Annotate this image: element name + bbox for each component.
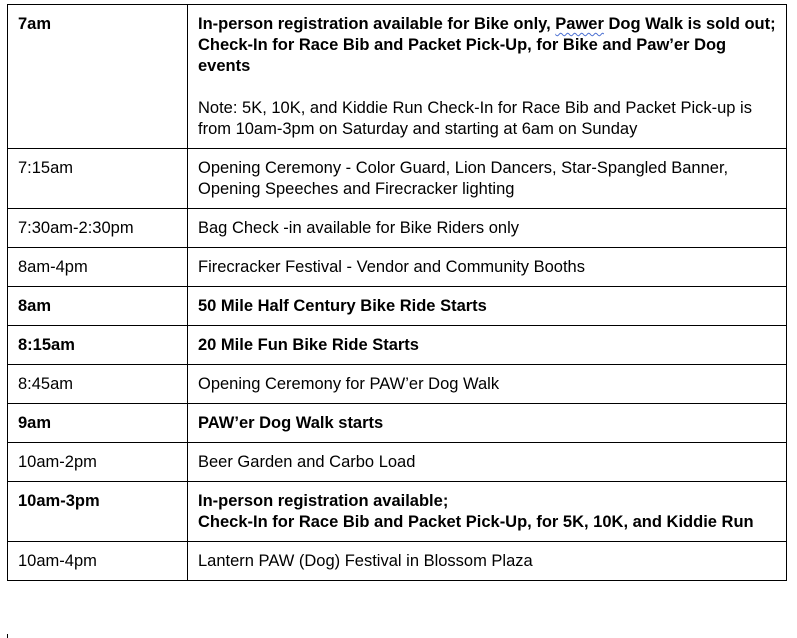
table-row xyxy=(8,542,787,581)
description-line xyxy=(198,14,777,35)
description-cell: 50 Mile Half Century Bike Ride Starts xyxy=(188,287,787,326)
description-line xyxy=(198,512,777,533)
description-cell: Bag Check -in available for Bike Riders only xyxy=(188,209,787,248)
time-cell: 10am-4pm xyxy=(8,542,188,581)
line-text: In-person registration available; xyxy=(198,492,449,510)
description-cell xyxy=(188,5,787,149)
description-cell xyxy=(188,482,787,542)
check-in-note: Note: 5K, 10K, and Kiddie Run Check-In for Race Bib and Packet Pick-up is from 10am-3pm on Saturday and starting at 6am on Sunday xyxy=(198,99,752,138)
table-row xyxy=(8,326,787,365)
table-row xyxy=(8,404,787,443)
time-cell: 8am xyxy=(8,287,188,326)
description-cell: Opening Ceremony for PAW’er Dog Walk xyxy=(188,365,787,404)
table-row xyxy=(8,149,787,209)
time-cell: 8:15am xyxy=(8,326,188,365)
time-cell: 9am xyxy=(8,404,188,443)
description-cell: Firecracker Festival - Vendor and Community Booths xyxy=(188,248,787,287)
description-line xyxy=(198,35,777,77)
table-row xyxy=(8,248,787,287)
time-cell: 7:30am-2:30pm xyxy=(8,209,188,248)
description-cell: PAW’er Dog Walk starts xyxy=(188,404,787,443)
time-cell: 10am-3pm xyxy=(8,482,188,542)
time-cell: 7am xyxy=(8,5,188,149)
description-cell: Lantern PAW (Dog) Festival in Blossom Plaza xyxy=(188,542,787,581)
time-cell: 7:15am xyxy=(8,149,188,209)
line-text: In-person registration available for Bike only, xyxy=(198,15,556,33)
table-row xyxy=(8,365,787,404)
time-cell: 8am-4pm xyxy=(8,248,188,287)
table-row xyxy=(8,5,787,149)
schedule-table xyxy=(7,4,787,581)
time-cell: 8:45am xyxy=(8,365,188,404)
table-row xyxy=(8,443,787,482)
line-text: Dog Walk is sold out; xyxy=(603,15,776,33)
table-row xyxy=(8,287,787,326)
description-line xyxy=(198,491,777,512)
table-row xyxy=(8,209,787,248)
line-text: Check-In for Race Bib and Packet Pick-Up, for Bike and Paw’er Dog events xyxy=(198,36,731,75)
description-cell: Beer Garden and Carbo Load xyxy=(188,443,787,482)
description-cell: Opening Ceremony - Color Guard, Lion Dancers, Star-Spangled Banner, Opening Speeches and Firecracker lighting xyxy=(188,149,787,209)
table-row xyxy=(8,482,787,542)
description-cell: 20 Mile Fun Bike Ride Starts xyxy=(188,326,787,365)
schedule-body xyxy=(8,5,787,581)
spellcheck-flagged-word[interactable]: Pawer xyxy=(555,15,604,33)
next-row-border xyxy=(7,634,8,638)
time-cell: 10am-2pm xyxy=(8,443,188,482)
line-text: Check-In for Race Bib and Packet Pick-Up, for 5K, 10K, and Kiddie Run xyxy=(198,513,754,531)
